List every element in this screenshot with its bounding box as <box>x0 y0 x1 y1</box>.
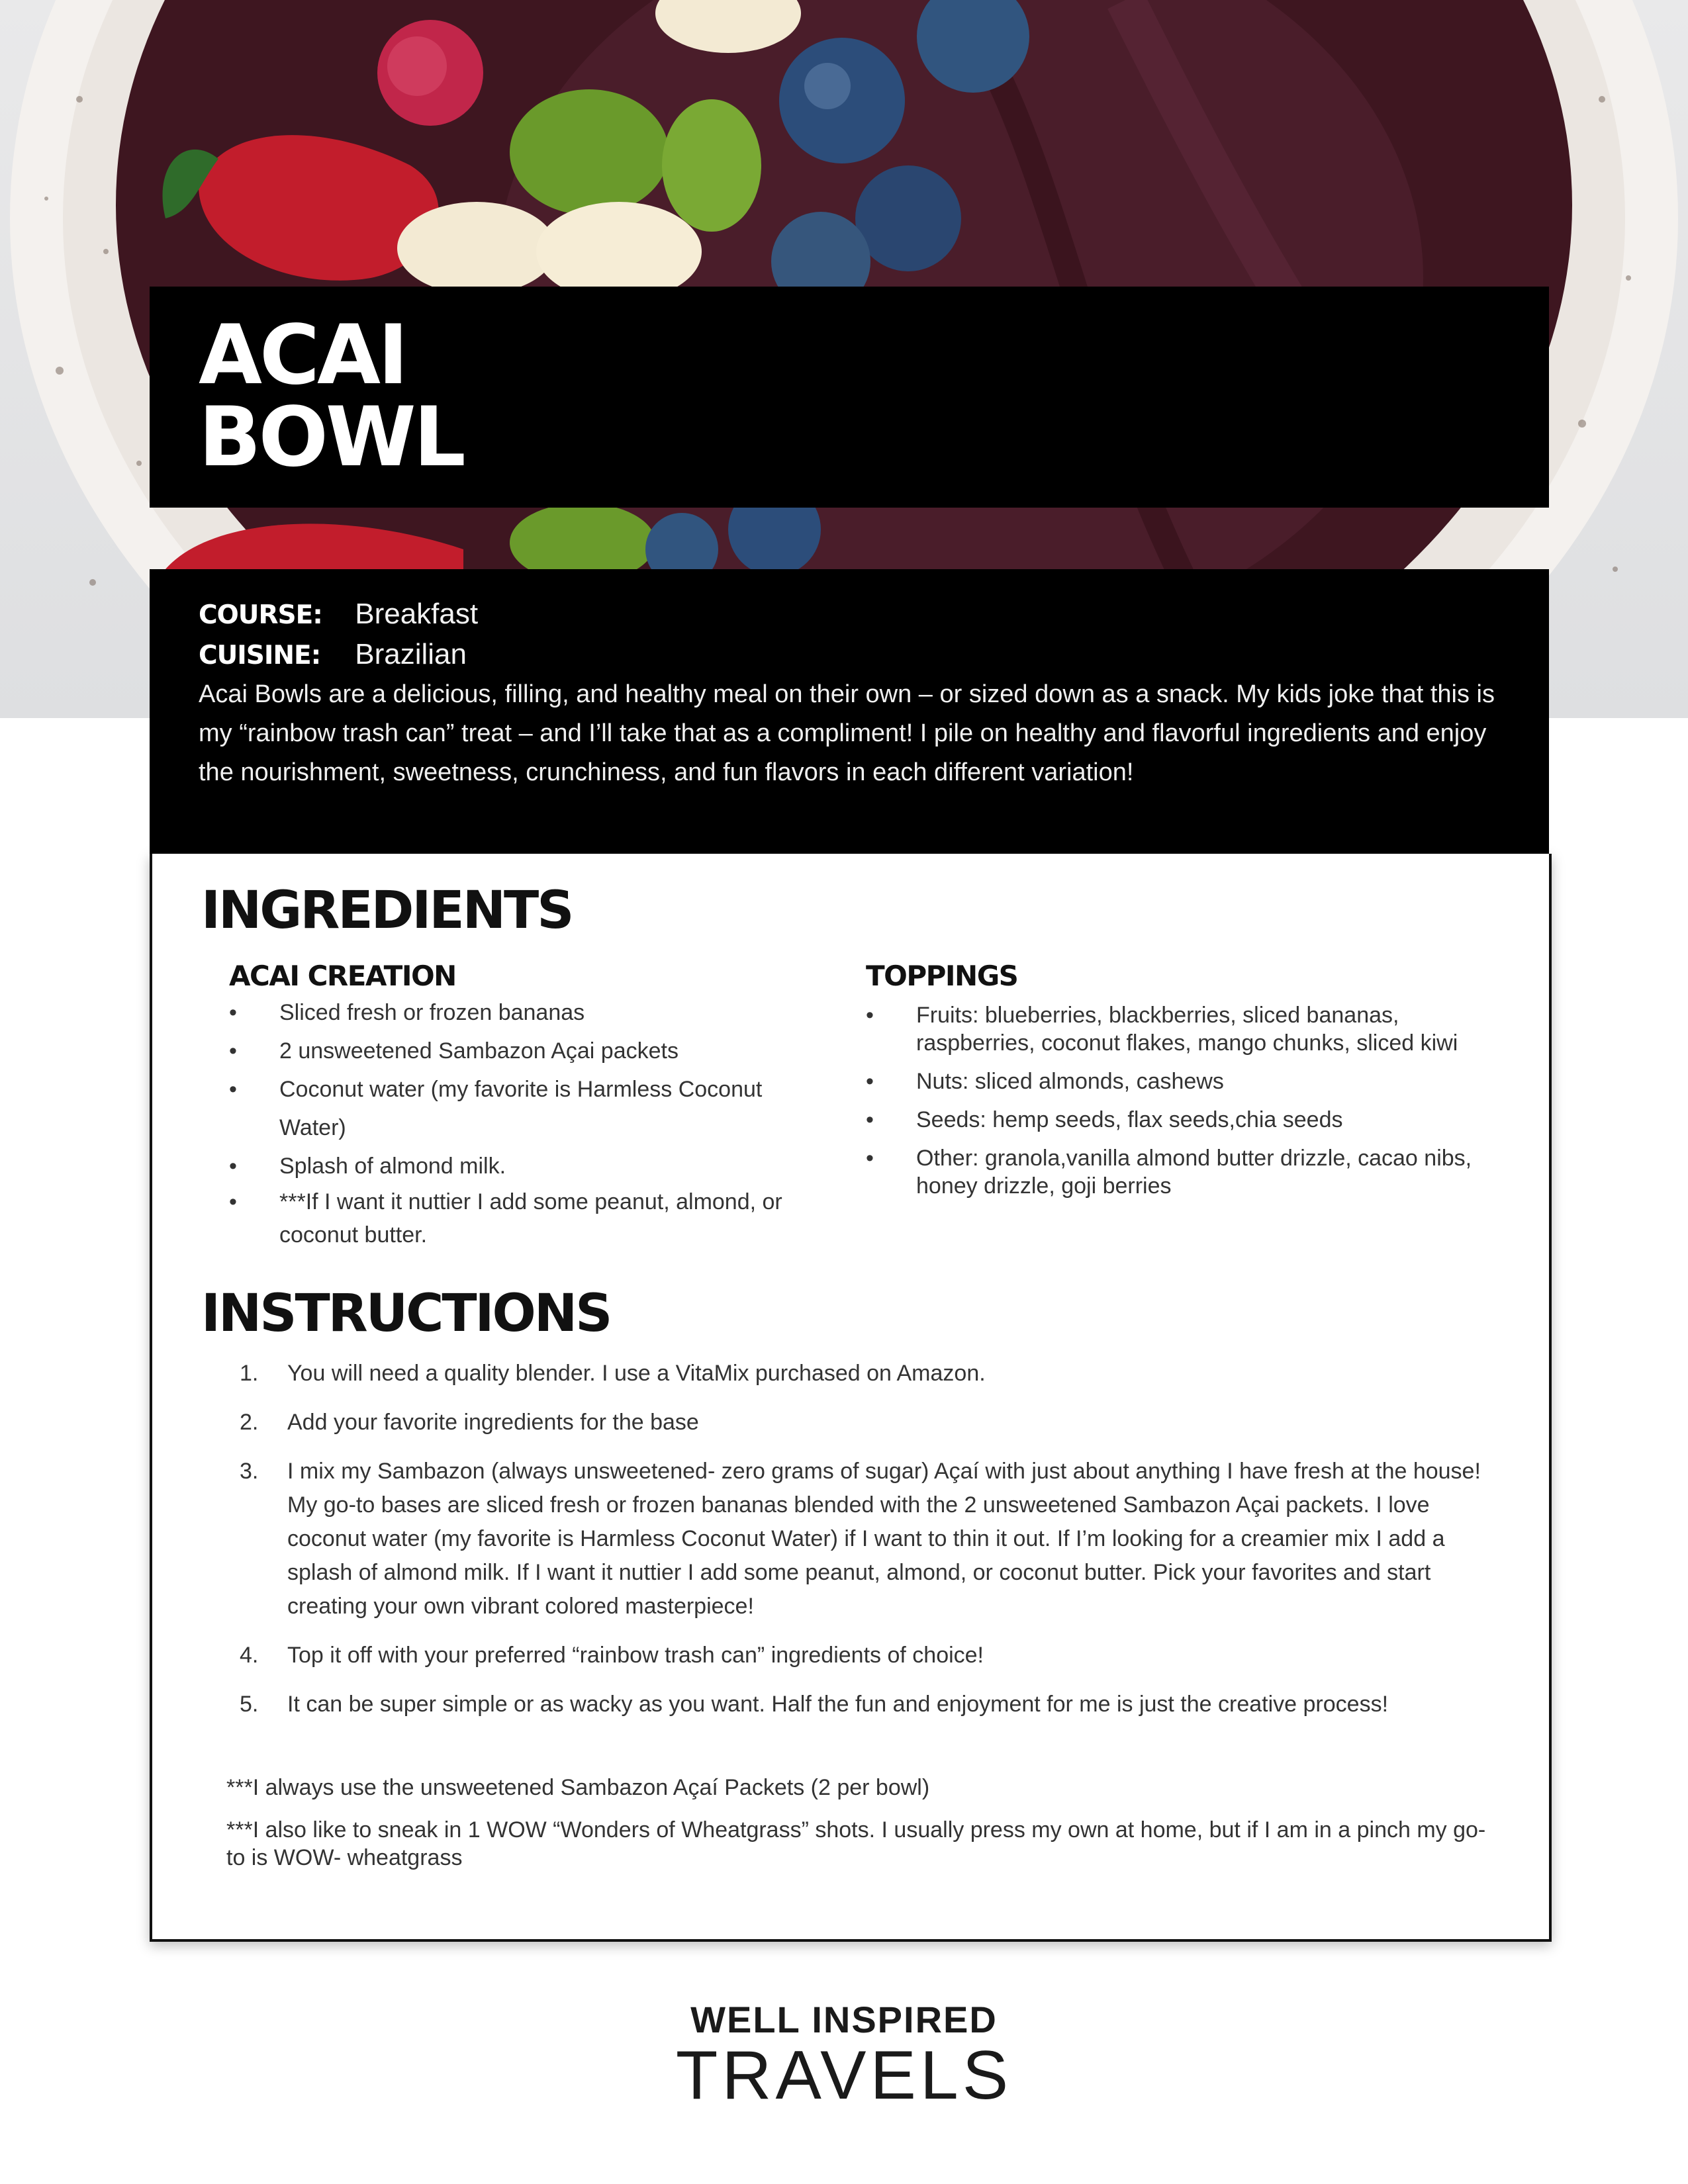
list-item: • 2 unsweetened Sambazon Açai packets <box>229 1032 825 1070</box>
instruction-step <box>201 1688 1485 1721</box>
step-number: 3. <box>240 1459 259 1484</box>
title-band <box>150 287 1549 508</box>
course-value: Breakfast <box>355 598 479 630</box>
list-item: • Other: granola,vanilla almond butter drizzle, cacao nibs, honey drizzle, goji berries <box>866 1144 1488 1200</box>
ingredients-heading: INGREDIENTS <box>201 881 573 940</box>
list-item: • Coconut water (my favorite is Harmless Coconut Water) <box>229 1070 825 1147</box>
title-line-2: BOWL <box>199 390 463 485</box>
step-text: Top it off with your preferred “rainbow trash can” ingredients of choice! <box>287 1643 984 1668</box>
instruction-step <box>201 1455 1485 1623</box>
recipe-card <box>150 854 1552 1942</box>
instruction-step <box>201 1639 1485 1672</box>
cuisine-label: CUISINE: <box>199 641 321 670</box>
list-item: • ***If I want it nuttier I add some peanut, almond, or coconut butter. <box>229 1185 825 1251</box>
course-row <box>199 594 478 634</box>
step-text: I mix my Sambazon (always unsweetened- zero grams of sugar) Açaí with just about anything I have fresh at the house! My go-to bases are sliced fresh or frozen bananas blended with the 2 unsweetened Sambazon Açai packets. I love coconut water (my favorite is Harmless Coconut Water) if I want to thin it out. If I’m looking for a creamier mix I add a splash of almond milk. If I want it nuttier I add some peanut, almond, or coconut butter. Pick your favorites and start creating your own vibrant colored masterpiece! <box>287 1459 1481 1619</box>
list-item: • Nuts: sliced almonds, cashews <box>866 1068 1488 1095</box>
instruction-steps <box>201 1357 1485 1737</box>
instructions-heading: INSTRUCTIONS <box>201 1284 611 1343</box>
step-text: You will need a quality blender. I use a VitaMix purchased on Amazon. <box>287 1361 986 1386</box>
toppings-heading: TOPPINGS <box>866 960 1018 992</box>
cuisine-row <box>199 635 467 674</box>
recipe-title <box>199 308 463 485</box>
cuisine-value: Brazilian <box>355 638 467 670</box>
instruction-step <box>201 1357 1485 1390</box>
instruction-step <box>201 1406 1485 1439</box>
recipe-description: Acai Bowls are a delicious, filling, and healthy meal on their own – or sized down as a snack. My kids joke that this is my “rainbow trash can” treat – and I’ll take that as a compliment! I pile on healthy and flavorful ingredients and enjoy the nourishment, sweetness, crunchiness, and fun flavors in each different variation! <box>199 680 1495 786</box>
toppings-list <box>866 1001 1488 1210</box>
note-unsweetened: ***I always use the unsweetened Sambazon Açaí Packets (2 per bowl) <box>226 1775 930 1800</box>
acai-creation-list <box>229 993 825 1251</box>
notes <box>226 1774 1504 1886</box>
list-item: • Seeds: hemp seeds, flax seeds,chia seeds <box>866 1106 1488 1134</box>
list-item: • Sliced fresh or frozen bananas <box>229 993 825 1032</box>
course-label: COURSE: <box>199 600 322 630</box>
title-line-1: ACAI <box>199 308 406 403</box>
step-number: 1. <box>240 1361 259 1386</box>
step-number: 4. <box>240 1643 259 1668</box>
step-text: It can be super simple or as wacky as you want. Half the fun and enjoyment for me is just the creative process! <box>287 1692 1389 1717</box>
note-wheatgrass: ***I also like to sneak in 1 WOW “Wonders of Wheatgrass” shots. I usually press my own at home, but if I am in a pinch my go-to is WOW- wheatgrass <box>226 1817 1486 1870</box>
step-number: 5. <box>240 1692 259 1717</box>
step-text: Add your favorite ingredients for the base <box>287 1410 699 1435</box>
step-number: 2. <box>240 1410 259 1435</box>
recipe-info <box>150 569 1549 854</box>
brand-logo <box>675 1999 1013 2114</box>
logo-line-2: TRAVELS <box>675 2037 1013 2114</box>
list-item: • Fruits: blueberries, blackberries, sliced bananas, raspberries, coconut flakes, mango chunks, sliced kiwi <box>866 1001 1488 1057</box>
list-item: • Splash of almond milk. <box>229 1147 825 1185</box>
logo-line-1: WELL INSPIRED <box>690 1999 998 2040</box>
acai-creation-heading: ACAI CREATION <box>229 960 456 992</box>
